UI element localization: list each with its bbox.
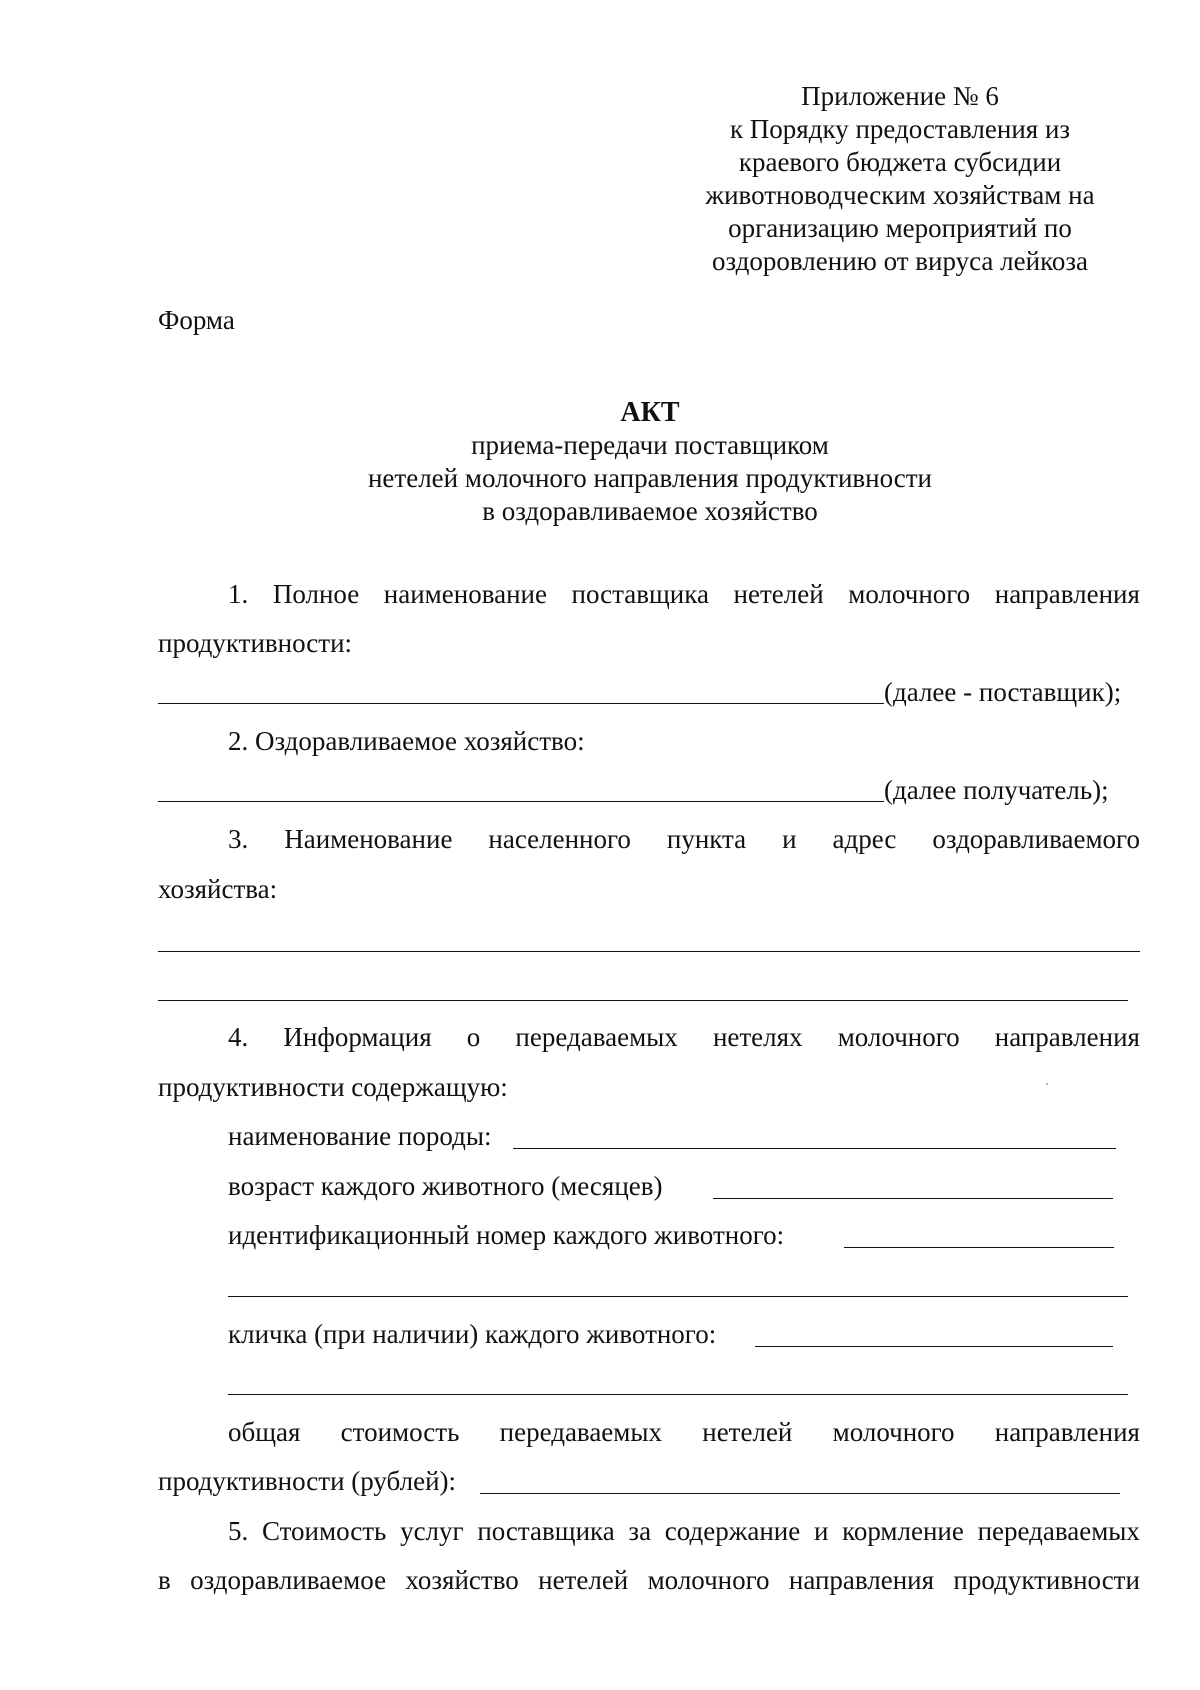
word: содержание [664,1516,801,1546]
word: 5. [228,1516,249,1546]
word: услуг [400,1516,464,1546]
appendix-line: Приложение № 6 [801,81,999,111]
word: молочного [837,1022,960,1052]
word: 4. [228,1022,249,1052]
title-line: нетелей молочного направления продуктивности [367,463,932,493]
word: нетелей [538,1565,629,1595]
breed-label: наименование породы: [228,1121,492,1151]
appendix-line: оздоровлению от вируса лейкоза [712,246,1088,276]
item1-suffix: (далее - поставщик); [884,677,1122,707]
word: 1. [228,579,249,609]
word: поставщика [571,579,709,609]
word: адрес [832,824,897,854]
word: оздоравливаемого [932,824,1140,854]
item3-text [228,823,1140,855]
word: направления [994,1417,1140,1447]
address-line-1[interactable] [158,951,1140,952]
item5-line2 [158,1564,1140,1596]
word: передаваемых [515,1022,678,1052]
total-cost-line[interactable] [480,1493,1120,1494]
word: стоимость [340,1417,460,1447]
nickname-line[interactable] [755,1346,1113,1347]
word: направления [994,1022,1140,1052]
word: молочного [848,579,971,609]
item5-line1 [228,1515,1140,1547]
nickname-line-2[interactable] [228,1394,1128,1395]
recipient-name-line[interactable] [158,801,884,802]
word: и [782,824,797,854]
document-title [300,396,1000,528]
word: Наименование [284,824,453,854]
scan-speck [1046,1083,1048,1085]
appendix-line: краевого бюджета субсидии [738,147,1062,177]
supplier-name-line[interactable] [158,703,884,704]
appendix-line: животноводческим хозяйствам на [705,180,1095,210]
item1-text [228,578,1140,610]
word: в [158,1565,171,1595]
total-cost-cont: продуктивности (рублей): [158,1466,457,1496]
title-line: в оздоравливаемое хозяйство [482,496,818,526]
item2-suffix: (далее получатель); [884,775,1109,805]
item4-text [228,1021,1140,1053]
word: хозяйство [405,1565,519,1595]
word: молочного [647,1565,770,1595]
word: оздоравливаемое [190,1565,387,1595]
id-number-label: идентификационный номер каждого животного: [228,1220,785,1250]
word: населенного [488,824,631,854]
item4-cont: продуктивности содержащую: [158,1072,508,1102]
word: нетелях [712,1022,803,1052]
word: передаваемых [977,1516,1140,1546]
appendix-line: к Порядку предоставления из [729,114,1071,144]
id-number-line-2[interactable] [228,1296,1128,1297]
word: продуктивности [953,1565,1140,1595]
form-label: Форма [158,305,235,335]
word: нетелей [702,1417,793,1447]
nickname-label: кличка (при наличии) каждого животного: [228,1319,717,1349]
appendix-line: организацию мероприятий по [728,213,1072,243]
word: Информация [283,1022,432,1052]
word: пункта [666,824,747,854]
word: за [628,1516,652,1546]
word: 3. [228,824,249,854]
word: Полное [272,579,360,609]
word: передаваемых [499,1417,663,1447]
total-cost-text [228,1416,1140,1448]
item1-cont: продуктивности: [158,628,353,658]
word: кормление [842,1516,964,1546]
word: общая [228,1417,301,1447]
word: наименование [383,579,547,609]
word: направления [788,1565,935,1595]
word: Стоимость [261,1516,387,1546]
item2-text: 2. Оздоравливаемое хозяйство: [228,726,585,756]
id-number-line[interactable] [844,1247,1114,1248]
appendix-header [690,80,1110,278]
title-heading: АКТ [620,397,680,428]
word: о [466,1022,481,1052]
word: и [813,1516,829,1546]
item3-cont: хозяйства: [158,874,278,904]
word: направления [994,579,1140,609]
age-label: возраст каждого животного (месяцев) [228,1171,663,1201]
breed-line[interactable] [513,1148,1116,1149]
word: поставщика [477,1516,615,1546]
address-line-2[interactable] [158,1000,1128,1001]
title-line: приема-передачи поставщиком [471,430,829,460]
age-line[interactable] [713,1198,1113,1199]
word: нетелей [733,579,824,609]
word: молочного [832,1417,955,1447]
